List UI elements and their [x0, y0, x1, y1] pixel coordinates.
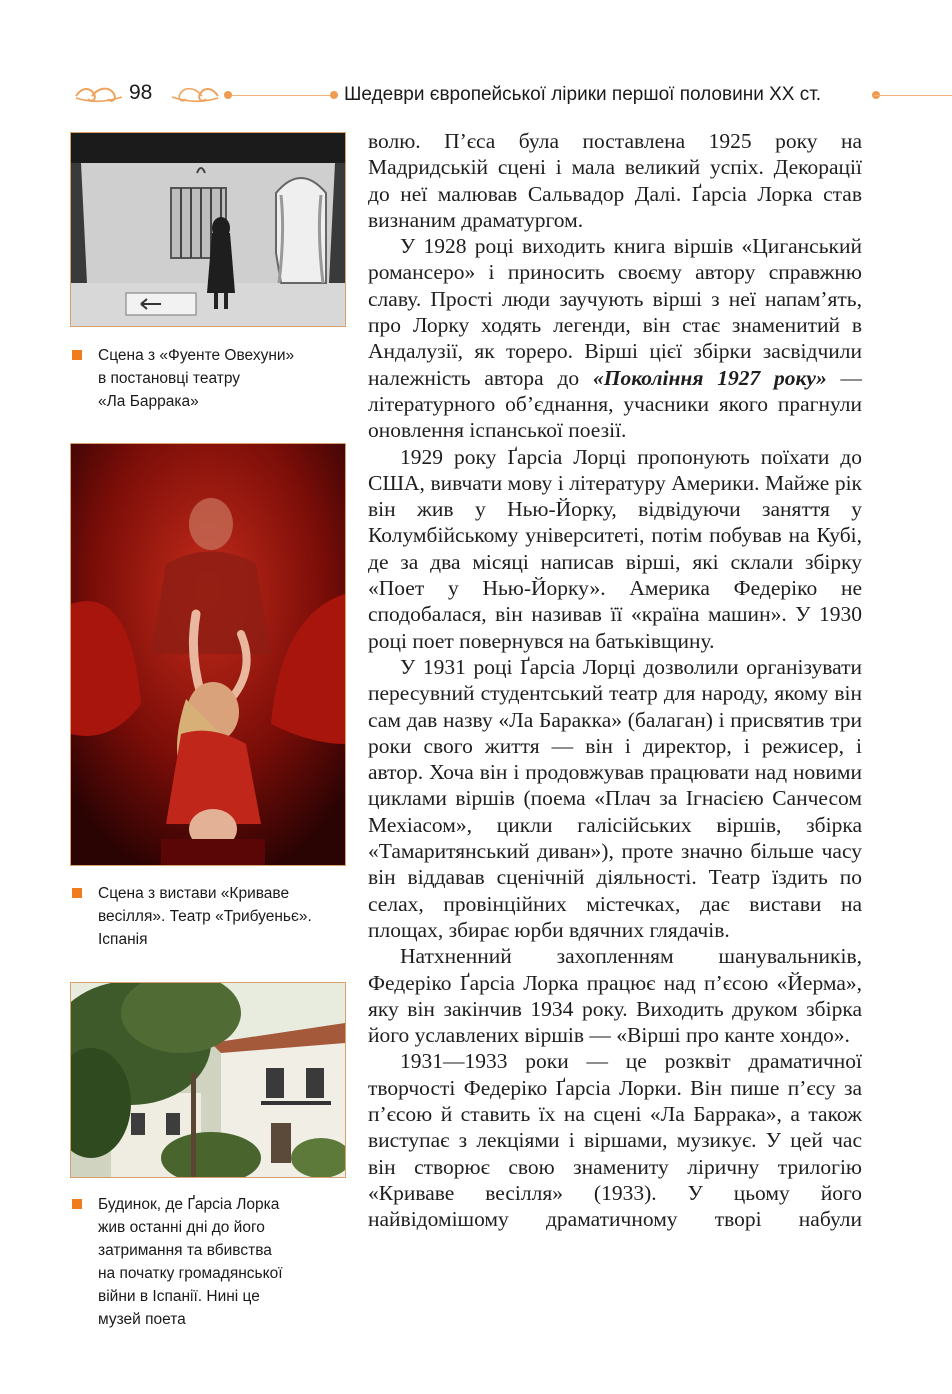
figure-caption	[70, 882, 340, 951]
figure-caption	[70, 1193, 340, 1331]
paragraph: У 1931 році Ґарсіа Лорці дозволили організувати пересувний студентський театр для народу, якому він сам дав назву «Ла Баракка» (балаган) і присвятив три роки свого життя — він і директор, і режисер, і автор. Хоча він і продовжував працювати над новими циклами віршів (поема «Плач за Ігнасією Санчесом Мехіасом», цикли галісійських віршів, збірка «Тамаритянський диван»), проте значно більше часу він віддавав сценічній діяльності. Театр їздить по селах, провінційних містечках, дає вистави на площах, збирає юрби вдячних глядачів.	[368, 654, 862, 942]
caption-bullet	[72, 1199, 82, 1209]
ornament-left-icon	[74, 83, 124, 107]
paragraph	[368, 233, 862, 443]
main-text-column	[368, 128, 862, 1232]
term-generation-1927: «Покоління 1927 року»	[592, 365, 827, 390]
header-rule-right	[874, 95, 952, 96]
photo-lorca-house	[70, 982, 346, 1178]
caption-bullet	[72, 888, 82, 898]
paragraph-text: У 1928 році виходить книга віршів «Циганський романсеро» і приносить своєму автору справжню славу. Прості люди заучують вірші з неї напам’ять, про Лорку ходять легенди, він стає знаменитий в Андалузії, як тореро. Вірші цієї збірки засвідчили належність автора до	[368, 234, 862, 390]
figure-caption	[70, 344, 340, 413]
running-title: Шедеври європейської лірики першої половини XX ст.	[344, 84, 822, 105]
header-rule-left	[226, 95, 338, 96]
caption-text: Сцена з вистави «Криваве весілля». Театр «Трибуеньє». Іспанія	[98, 885, 312, 948]
page-number: 98	[129, 81, 153, 104]
photo-blood-wedding-scene	[70, 443, 346, 866]
paragraph: Натхненний захопленням шанувальників, Федеріко Ґарсіа Лорка працює над п’єсою «Йерма», яку він закінчив 1934 року. Виходить друком збірка його уславлених віршів — «Вірші про канте хондо».	[368, 944, 862, 1048]
header-dot	[330, 91, 338, 99]
ornament-right-icon	[170, 83, 220, 107]
caption-text: Сцена з «Фуенте Овехуни» в постановці театру «Ла Баррака»	[98, 347, 295, 410]
page-header	[0, 74, 952, 116]
caption-bullet	[72, 350, 82, 360]
caption-text: Будинок, де Ґарсіа Лорка жив останні дні до його затримання та вбивства на початку громадянської війни в Іспанії. Нині це музей поета	[98, 1196, 283, 1328]
header-dot	[224, 91, 232, 99]
paragraph: 1931—1933 роки — це розквіт драматичної творчості Федеріко Ґарсіа Лорки. Він пише п’єсу за п’єсою й ставить їх на сцені «Ла Баррака», а також виступає з лекціями і віршами, музикує. У цей час він створює свою знамениту ліричну трилогію «Криваве весілля» (1933). У цьому його найвідомішому драматичному творі набули	[368, 1049, 862, 1232]
paragraph: волю. П’єса була поставлена 1925 року на Мадридській сцені і мала великий успіх. Декорації до неї малював Сальвадор Далі. Ґарсіа Лорка став визнаним драматургом.	[368, 129, 862, 232]
photo-stage-scene	[70, 132, 346, 327]
paragraph: 1929 року Ґарсіа Лорці пропонують поїхати до США, вивчати мову і літературу Америки. Майже рік він жив у Нью-Йорку, відвідуючи заняття у Колумбійському університеті, потім побував на Кубі, де за два місяці написав вірші, які склали збірку «Поет у Нью-Йорку». Америка Федеріко не сподобалася, він називав її «країна машин». У 1930 році поет повернувся на батьківщину.	[368, 444, 862, 653]
paragraph-text: — літературного об’єднання, учасники якого прагнули оновлення іспанської поезії.	[368, 365, 863, 443]
